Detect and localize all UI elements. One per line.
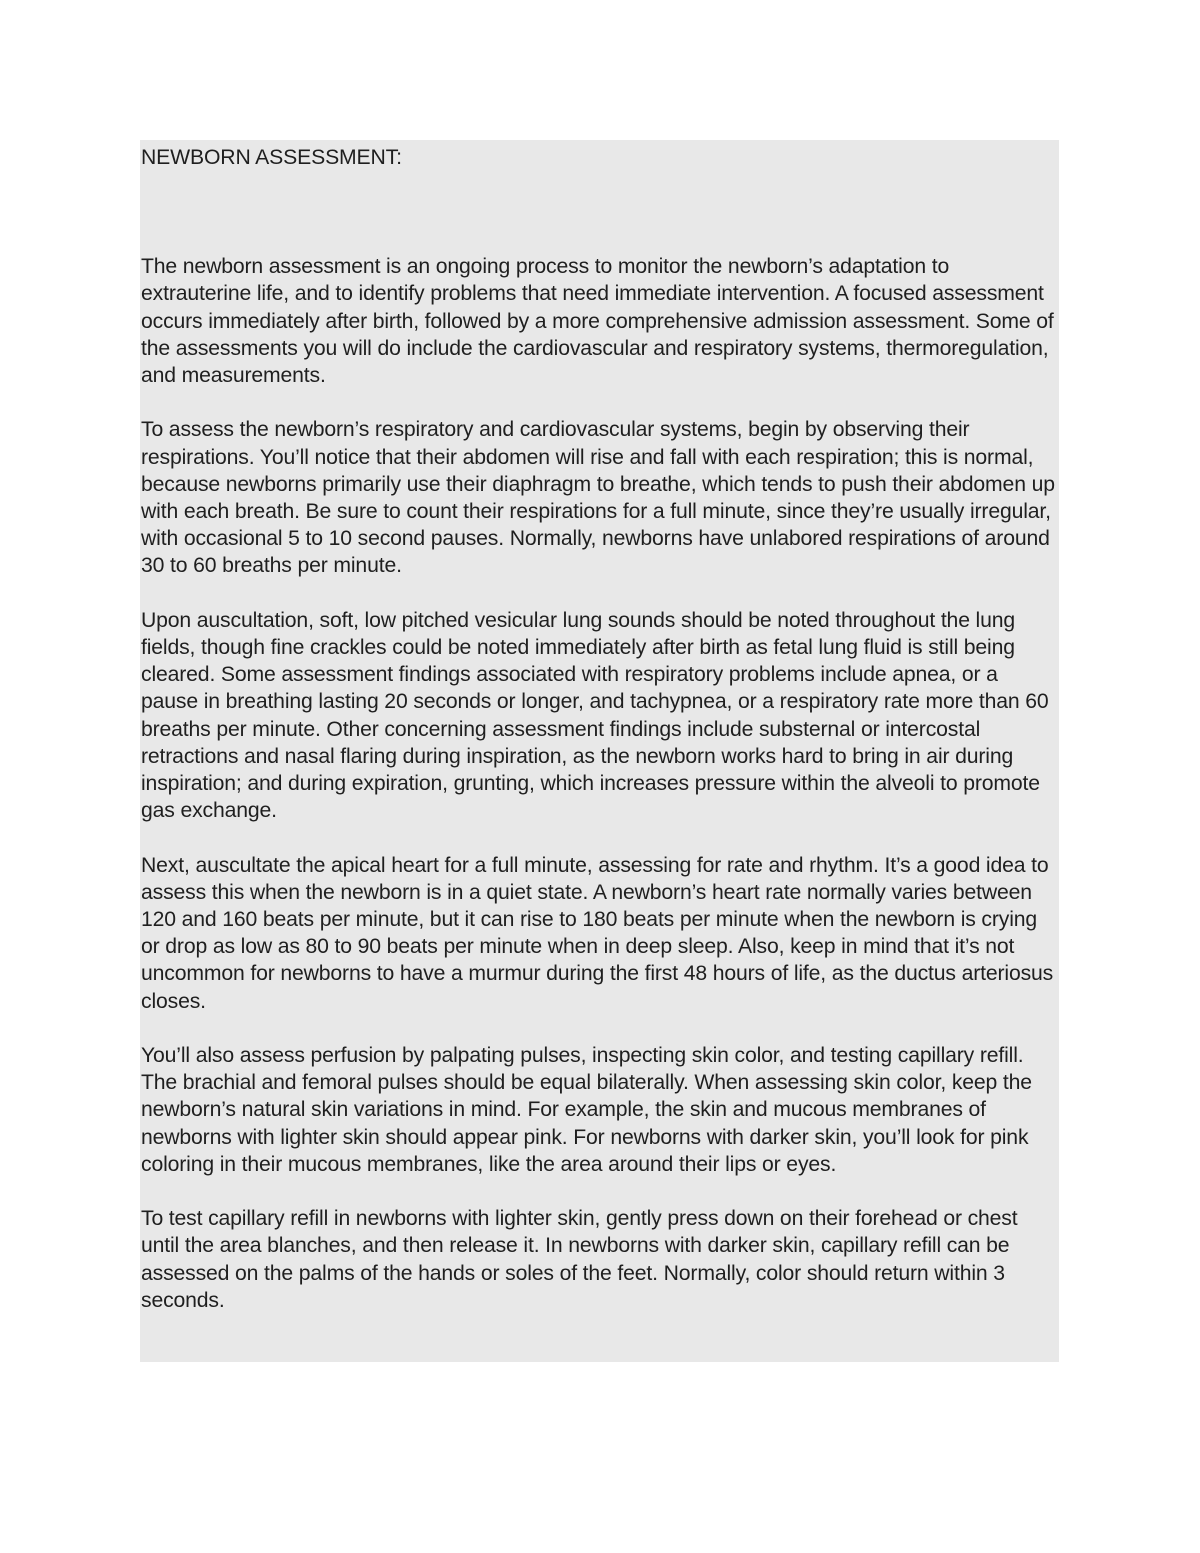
paragraph-perfusion: You’ll also assess perfusion by palpating pulses, inspecting skin color, and testing capillary refill. The brachial and femoral pulses should be equal bilaterally. When assessing skin color, keep the newborn’s natural skin variations in mind. For example, the skin and mucous membranes of newborns with lighter skin should appear pink. For newborns with darker skin, you’ll look for pink coloring in their mucous membranes, like the area around their lips or eyes. [141,1044,1032,1176]
paragraph-intro: The newborn assessment is an ongoing process to monitor the newborn’s adaptation to extrauterine life, and to identify problems that need immediate intervention. A focused assessment occurs immediately after birth, followed by a more comprehensive admission assessment. Some of the assessments you will do include the cardiovascular and respiratory systems, thermoregulation, and measurements. [141,255,1054,388]
highlighted-text-block [140,140,1059,1362]
paragraph-capillary-refill: To test capillary refill in newborns with lighter skin, gently press down on their forehead or chest until the area blanches, and then release it. In newborns with darker skin, capillary refill can be assessed on the palms of the hands or soles of the feet. Normally, color should return within 3 seconds. [141,1207,1018,1312]
paragraph-respiratory-observation: To assess the newborn’s respiratory and cardiovascular systems, begin by observing their respirations. You’ll notice that their abdomen will rise and fall with each respiration; this is normal, because newborns primarily use their diaphragm to breathe, which tends to push their abdomen up with each breath. Be sure to count their respirations for a full minute, since they’re usually irregular, with occasional 5 to 10 second pauses. Normally, newborns have unlabored respirations of around 30 to 60 breaths per minute. [141,418,1055,578]
title-spacer [141,171,1059,253]
paragraph-auscultation: Upon auscultation, soft, low pitched vesicular lung sounds should be noted throughout the lung fields, though fine crackles could be noted immediately after birth as fetal lung fluid is still being cleared. Some assessment findings associated with respiratory problems include apnea, or a pause in breathing lasting 20 seconds or longer, and tachypnea, or a respiratory rate more than 60 breaths per minute. Other concerning assessment findings include substernal or intercostal retractions and nasal flaring during inspiration, as the newborn works hard to bring in air during inspiration; and during expiration, grunting, which increases pressure within the alveoli to promote gas exchange. [141,608,1049,823]
paragraph-heart-rate: Next, auscultate the apical heart for a full minute, assessing for rate and rhythm. It’s a good idea to assess this when the newborn is in a quiet state. A newborn’s heart rate normally varies between 120 and 160 beats per minute, but it can rise to 180 beats per minute when the newborn is crying or drop as low as 80 to 90 beats per minute when in deep sleep. Also, keep in mind that it’s not uncommon for newborns to have a murmur during the first 48 hours of life, as the ductus arteriosus closes. [141,853,1054,1013]
document-title: NEWBORN ASSESSMENT: [141,146,402,169]
